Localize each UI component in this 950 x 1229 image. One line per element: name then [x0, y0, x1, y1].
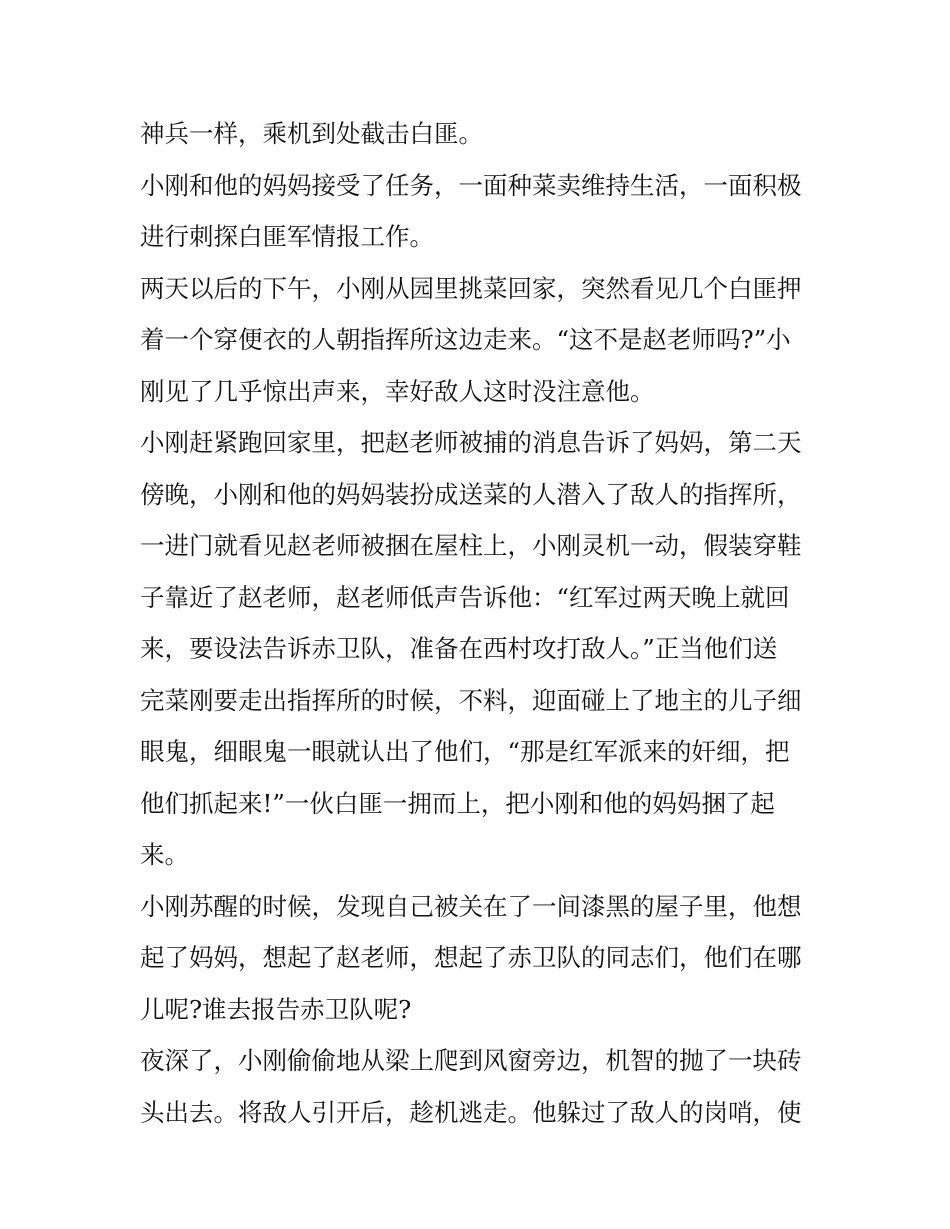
text-line: 小刚和他的妈妈接受了任务，一面种菜卖维持生活，一面积极 [140, 170, 802, 200]
paragraph-4 [140, 417, 820, 881]
text-line: 着一个穿便衣的人朝指挥所这边走来。“这不是赵老师吗?”小 [140, 325, 791, 354]
text-line: 来。 [140, 840, 189, 869]
document-body [140, 108, 820, 1138]
text-line: 小刚赶紧跑回家里，把赵老师被捕的消息告诉了妈妈，第二天 [140, 428, 802, 457]
text-line: 完菜刚要走出指挥所的时候，不料，迎面碰上了地主的儿子细 [140, 685, 802, 715]
text-line: 儿呢?谁去报告赤卫队呢? [140, 994, 412, 1024]
text-line: 两天以后的下午，小刚从园里挑菜回家，突然看见几个白匪押 [140, 273, 802, 303]
text-line: 头出去。将敌人引开后，趁机逃走。他躲过了敌人的岗哨，使 [140, 1097, 802, 1127]
text-line: 神兵一样，乘机到处截击白匪。 [140, 119, 483, 148]
text-line: 子靠近了赵老师，赵老师低声告诉他：“红军过两天晚上就回 [140, 582, 790, 612]
text-line: 起了妈妈，想起了赵老师，想起了赤卫队的同志们，他们在哪 [140, 943, 802, 972]
paragraph-3 [140, 263, 820, 418]
text-line: 眼鬼，细眼鬼一眼就认出了他们，“那是红军派来的奸细，把 [140, 737, 790, 766]
text-line: 他们抓起来!”一伙白匪一拥而上，把小刚和他的妈妈捆了起 [140, 788, 775, 818]
paragraph-1 [140, 108, 820, 160]
text-line: 小刚苏醒的时候，发现自己被关在了一间漆黑的屋子里，他想 [140, 891, 802, 921]
text-line: 一进门就看见赵老师被捆在屋柱上，小刚灵机一动，假装穿鞋 [140, 531, 802, 560]
paragraph-2 [140, 160, 820, 263]
text-line: 傍晚，小刚和他的妈妈装扮成送菜的人潜入了敌人的指挥所， [140, 479, 802, 509]
paragraph-6 [140, 1035, 820, 1138]
text-line: 刚见了几乎惊出声来，幸好敌人这时没注意他。 [140, 376, 655, 406]
text-line: 来，要设法告诉赤卫队，准备在西村攻打敌人。”正当他们送 [140, 634, 778, 663]
text-line: 进行刺探白匪军情报工作。 [140, 222, 434, 251]
paragraph-5 [140, 881, 820, 1036]
text-line: 夜深了，小刚偷偷地从梁上爬到风窗旁边，机智的抛了一块砖 [140, 1046, 802, 1075]
